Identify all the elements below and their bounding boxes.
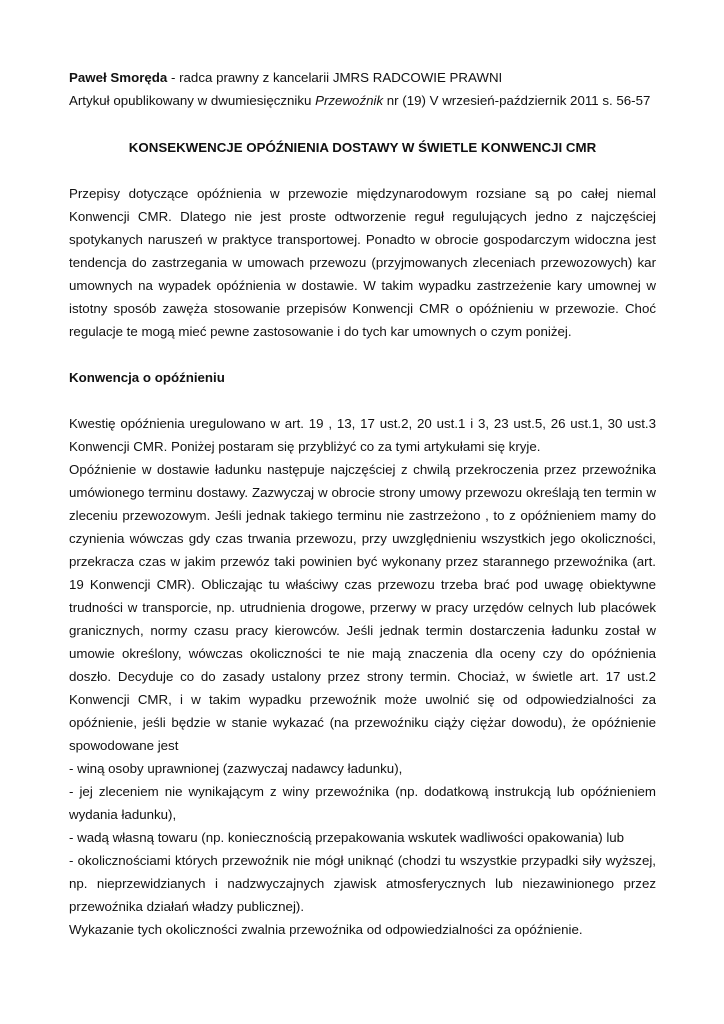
list-item: - wadą własną towaru (np. koniecznością przepakowania wskutek wadliwości opakowania) lub — [69, 830, 625, 845]
list-item: - jej zleceniem nie wynikającym z winy przewoźnika (np. dodatkową instrukcją lub opóźnieniem wydania ładunku), — [69, 784, 656, 822]
publication-journal: Przewoźnik — [315, 93, 384, 108]
intro-paragraph: Przepisy dotyczące opóźnienia w przewozie międzynarodowym rozsiane są po całej niemal Konwencji CMR. Dlatego nie jest proste odtworzenie reguł regulujących jedno z najczęściej spotykanych naruszeń w praktyce transportowej. Ponadto w obrocie gospodarczym widoczna jest tendencja do zastrzegania w umowach przewozu (przyjmowanych zleceniach przewozowych) kar umownych na wypadek opóźnienia w dostawie. W takim wypadku zastrzeżenie kary umownej w istotny sposób zawęża stosowanie przepisów Konwencji CMR o opóźnieniu w przewozie. Choć regulacje te mogą mieć pewne zastosowanie i do tych kar umownych o czym poniżej. — [69, 186, 656, 339]
article-title: KONSEKWENCJE OPÓŹNIENIA DOSTAWY W ŚWIETLE KONWENCJI CMR — [128, 140, 597, 155]
closing-paragraph: Wykazanie tych okoliczności zwalnia przewoźnika od odpowiedzialności za opóźnienie. — [69, 922, 583, 937]
publication-suffix: nr (19) V wrzesień-październik 2011 s. 56-57 — [383, 93, 651, 108]
author-name: Paweł Smoręda — [69, 70, 168, 85]
publication-prefix: Artykuł opublikowany w dwumiesięczniku — [69, 93, 316, 108]
author-line — [69, 66, 656, 89]
section-heading: Konwencja o opóźnieniu — [69, 370, 225, 385]
author-role: - radca prawny z kancelarii JMRS RADCOWIE PRAWNI — [167, 70, 503, 85]
publication-line — [69, 89, 656, 112]
list-item: - winą osoby uprawnionej (zazwyczaj nadawcy ładunku), — [69, 761, 403, 776]
list-item: - okolicznościami których przewoźnik nie mógł uniknąć (chodzi tu wszystkie przypadki siły wyższej, np. nieprzewidzianych i nadzwyczajnych zjawisk atmosferycznych lub niezawinionego przez przewoźnika działań władzy publicznej). — [69, 853, 656, 914]
document-page — [69, 66, 656, 941]
section-paragraph-1: Kwestię opóźnienia uregulowano w art. 19 , 13, 17 ust.2, 20 ust.1 i 3, 23 ust.5, 26 ust.1, 30 ust.3 Konwencji CMR. Poniżej postaram się przybliżyć co za tymi artykułami się kryje. — [69, 416, 656, 454]
section-paragraph-2: Opóźnienie w dostawie ładunku następuje najczęściej z chwilą przekroczenia przez przewoźnika umówionego terminu dostawy. Zazwyczaj w obrocie strony umowy przewozu określają ten termin w zleceniu przewozowym. Jeśli jednak takiego terminu nie zastrzeżono , to z opóźnieniem mamy do czynienia wówczas gdy czas trwania przewozu, przy uwzględnieniu wszystkich jego okoliczności, przekracza czas w jakim przewóz taki powinien być wykonany przez starannego przewoźnika (art. 19 Konwencji CMR). Obliczając tu właściwy czas przewozu trzeba brać pod uwagę obiektywne trudności w transporcie, np. utrudnienia drogowe, przerwy w pracy urzędów celnych lub placówek granicznych, normy czasu pracy kierowców. Jeśli jednak termin dostarczenia ładunku został w umowie określony, wówczas okoliczności te nie mają znaczenia dla oceny czy do opóźnienia doszło. Decyduje co do zasady ustalony przez strony termin. Chociaż, w świetle art. 17 ust.2 Konwencji CMR, i w takim wypadku przewoźnik może uwolnić się od odpowiedzialności za opóźnienie, jeśli będzie w stanie wykazać (na przewoźniku ciąży ciężar dowodu), że opóźnienie spowodowane jest — [69, 462, 656, 753]
